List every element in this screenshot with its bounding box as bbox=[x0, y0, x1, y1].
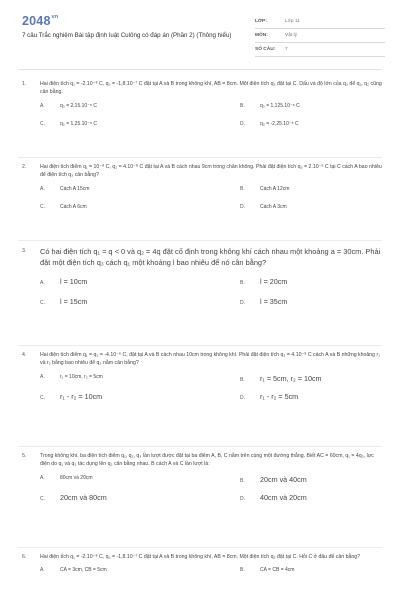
option-d[interactable] bbox=[240, 392, 298, 401]
option-text: CA = CB = 4cm bbox=[260, 567, 295, 574]
header-divider bbox=[18, 69, 382, 70]
option-letter: A. bbox=[40, 374, 45, 381]
question-text bbox=[18, 246, 382, 268]
option-letter: A. bbox=[40, 567, 45, 574]
question-5 bbox=[18, 452, 382, 515]
option-a[interactable] bbox=[40, 374, 103, 380]
option-text: r₁ - r₂ = 5cm bbox=[260, 392, 299, 402]
document-meta bbox=[255, 17, 385, 59]
option-letter: C. bbox=[40, 204, 45, 211]
option-text: Cách A 6cm bbox=[60, 204, 87, 211]
meta-subject-label: MÔN: bbox=[255, 33, 268, 38]
option-text: q₃ = 1,125.10⁻⁸ C bbox=[260, 103, 300, 110]
question-body: Hai điện tích q₁ = -2.10⁻⁸ C, q₂ = -1,8.10⁻⁷ C đặt tại A và B trong không khí, AB = 8cm. Một điện tích q₃ đặt tại C. Hỏi C ở đâu để cân bằng? bbox=[40, 554, 361, 560]
option-letter: A. bbox=[40, 103, 45, 110]
meta-class-label: LỚP: bbox=[255, 19, 267, 24]
option-b[interactable] bbox=[240, 374, 322, 383]
question-text bbox=[18, 553, 382, 561]
option-text: r₁ = 5cm, r₂ = 10cm bbox=[260, 374, 322, 384]
question-number: 3. bbox=[22, 248, 27, 254]
option-letter: C. bbox=[40, 300, 45, 307]
question-divider bbox=[18, 345, 382, 346]
option-b[interactable] bbox=[240, 186, 289, 192]
option-text: r₁ = 10cm, r₂ = 5cm bbox=[60, 374, 103, 381]
logo-suffix: vn bbox=[51, 14, 59, 20]
question-body: Có hai điện tích q₁ = q < 0 và q₂ = 4q đặt cố định trong không khí cách nhau một khoảng a = 30cm. Phải đặt một điện tích q₃ cách q₁ một khoảng l bao nhiêu để nó cân bằng? bbox=[40, 247, 381, 268]
question-body: Hai điện tích điểm q₁ = q₂ = -4.10⁻⁶ C, đặt tại A và B cách nhau 10cm trong không khí. Phải đặt điện tích q₃ = 4.10⁻⁸ C cách A và B những khoảng r₁ và r₂ bằng bao nhiêu để q₃ nằm cân bằng? bbox=[40, 352, 380, 367]
option-text: Cách A 3cm bbox=[260, 204, 287, 211]
option-b[interactable] bbox=[240, 567, 294, 573]
question-number: 1. bbox=[22, 81, 27, 87]
option-a[interactable] bbox=[40, 103, 97, 109]
option-a[interactable] bbox=[40, 277, 87, 286]
option-letter: B. bbox=[240, 280, 245, 287]
option-a[interactable] bbox=[40, 475, 93, 481]
option-d[interactable] bbox=[240, 204, 287, 210]
option-d[interactable] bbox=[240, 121, 299, 127]
meta-subject-row bbox=[255, 31, 385, 43]
question-1 bbox=[18, 80, 382, 143]
option-text: l = 20cm bbox=[260, 277, 288, 287]
answer-options bbox=[18, 475, 382, 515]
question-text bbox=[18, 80, 382, 96]
option-c[interactable] bbox=[40, 493, 107, 502]
option-letter: A. bbox=[40, 475, 45, 482]
option-text: l = 15cm bbox=[60, 297, 88, 307]
option-text: q₃ = 2,15.10⁻⁸ C bbox=[60, 103, 97, 110]
option-letter: D. bbox=[240, 121, 245, 128]
option-letter: B. bbox=[240, 377, 245, 384]
option-b[interactable] bbox=[240, 475, 307, 484]
question-text bbox=[18, 452, 382, 468]
option-c[interactable] bbox=[40, 297, 87, 306]
option-d[interactable] bbox=[240, 493, 307, 502]
question-number: 6. bbox=[22, 554, 27, 560]
question-divider bbox=[18, 240, 382, 241]
question-3 bbox=[18, 246, 382, 317]
question-divider bbox=[18, 157, 382, 158]
option-text: Cách A 15cm bbox=[60, 186, 90, 193]
option-letter: A. bbox=[40, 186, 45, 193]
question-text bbox=[18, 163, 382, 179]
meta-count-row bbox=[255, 45, 385, 57]
option-letter: B. bbox=[240, 567, 245, 574]
option-text: 40cm và 20cm bbox=[260, 493, 307, 503]
question-2 bbox=[18, 163, 382, 226]
question-6 bbox=[18, 553, 382, 607]
option-letter: C. bbox=[40, 496, 45, 503]
option-text: l = 35cm bbox=[260, 297, 288, 307]
option-letter: A. bbox=[40, 280, 45, 287]
meta-count-label: SỐ CÂU: bbox=[255, 47, 276, 52]
option-a[interactable] bbox=[40, 186, 89, 192]
question-number: 5. bbox=[22, 453, 27, 459]
site-logo[interactable] bbox=[22, 14, 58, 28]
answer-options bbox=[18, 374, 382, 414]
option-text: 20cm và 40cm bbox=[260, 475, 307, 485]
question-divider bbox=[18, 446, 382, 447]
option-text: 80cm và 20cm bbox=[60, 475, 93, 482]
question-body: Trong không khí, ba điện tích điểm q₁, q₂, q₃ lần lượt được đặt tại ba điểm A, B, C nằm trên cùng một đường thẳng. Biết AC = 60cm, q₁ = 4q₃, lực điện do q₁ và q₃ tác dụng lên q₂ cân bằng nhau. B cách A và C lần lượt là: bbox=[40, 453, 374, 468]
question-text bbox=[18, 351, 382, 367]
option-letter: D. bbox=[240, 204, 245, 211]
option-letter: D. bbox=[240, 395, 245, 402]
option-b[interactable] bbox=[240, 277, 287, 286]
logo-text: 2048 bbox=[22, 14, 51, 28]
option-text: q₃ = 1,25.10⁻⁸ C bbox=[60, 121, 97, 128]
question-4 bbox=[18, 351, 382, 414]
page-title: 7 câu Trắc nghiệm Bài tập định luật Culông có đáp án (Phần 2) (Thông hiểu) bbox=[22, 32, 232, 39]
option-letter: C. bbox=[40, 395, 45, 402]
meta-class-row bbox=[255, 17, 385, 29]
option-c[interactable] bbox=[40, 204, 87, 210]
option-letter: B. bbox=[240, 478, 245, 485]
option-letter: C. bbox=[40, 121, 45, 128]
option-letter: D. bbox=[240, 300, 245, 307]
question-number: 4. bbox=[22, 352, 27, 358]
option-text: l = 10cm bbox=[60, 277, 88, 287]
meta-subject-value: Vật lý bbox=[285, 33, 297, 38]
meta-count-value: 7 bbox=[285, 47, 288, 52]
question-body: Hai điện tích điểm q₁ = 10⁻⁸ C, q₂ = 4.10⁻⁸ C đặt tại A và B cách nhau 9cm trong chân không. Phải đặt điện tích q₃ = 2.10⁻⁶ C tại C cách A bao nhiêu để điện tích q₃ cân bằng? bbox=[40, 164, 382, 179]
option-text: CA = 3cm, CB = 5cm bbox=[60, 567, 107, 574]
option-d[interactable] bbox=[240, 297, 287, 306]
answer-options bbox=[18, 186, 382, 226]
option-text: 20cm và 80cm bbox=[60, 493, 107, 503]
option-letter: D. bbox=[240, 496, 245, 503]
question-body: Hai điện tích q₁ = -2.10⁻⁸ C, q₂ = -1,8.10⁻⁷ C đặt tại A và B trong không khí, AB = 8cm. Một điện tích q₃ đặt tại C. Dấu và độ lớn của q₃ để q₁, q₂ cũng cân bằng. bbox=[40, 81, 382, 96]
question-divider bbox=[18, 547, 382, 548]
meta-class-value: Lớp 11 bbox=[285, 19, 300, 24]
option-text: q₃ = -2,25.10⁻⁸ C bbox=[260, 121, 299, 128]
answer-options bbox=[18, 277, 382, 317]
answer-options bbox=[18, 103, 382, 143]
answer-options bbox=[18, 567, 382, 607]
option-letter: B. bbox=[240, 103, 245, 110]
document-header bbox=[0, 0, 400, 62]
option-a[interactable] bbox=[40, 567, 107, 573]
option-text: Cách A 12cm bbox=[260, 186, 290, 193]
question-number: 2. bbox=[22, 164, 27, 170]
option-b[interactable] bbox=[240, 103, 300, 109]
option-text: r₁ - r₂ = 10cm bbox=[60, 392, 103, 402]
option-c[interactable] bbox=[40, 392, 102, 401]
option-c[interactable] bbox=[40, 121, 97, 127]
option-letter: B. bbox=[240, 186, 245, 193]
